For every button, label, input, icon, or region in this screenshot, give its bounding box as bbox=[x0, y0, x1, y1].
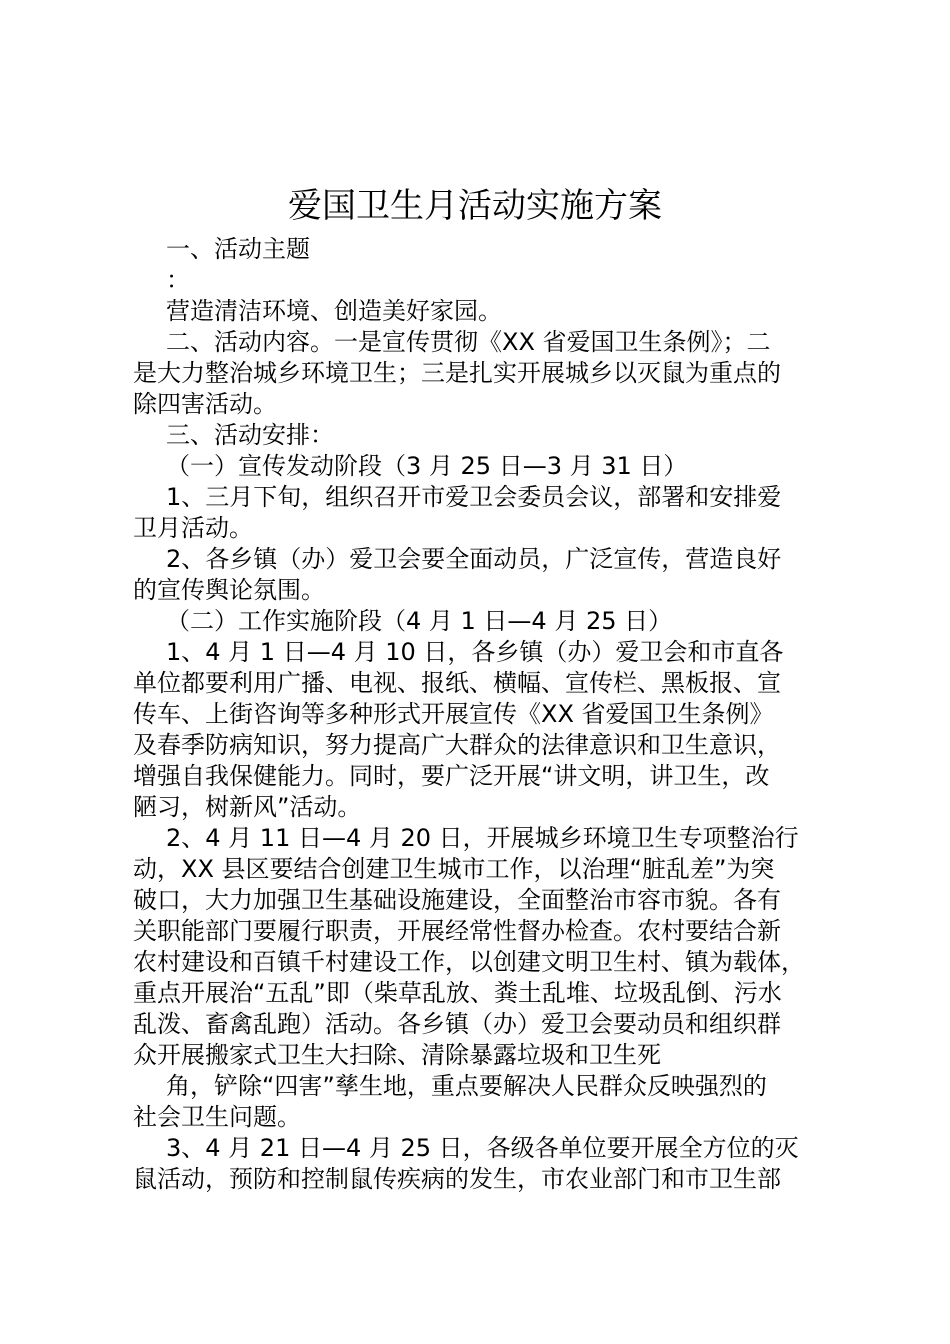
paragraph-line: 1、三月下旬，组织召开市爱卫会委员会议，部署和安排爱 bbox=[166, 483, 782, 511]
paragraph-line: 农村建设和百镇千村建设工作，以创建文明卫生村、镇为载体， bbox=[133, 948, 805, 976]
paragraph-line: 的宣传舆论氛围。 bbox=[133, 576, 325, 604]
subheading-publicity-stage: （一）宣传发动阶段（3 月 25 日—3 月 31 日） bbox=[166, 452, 688, 480]
paragraph-line: 重点开展治“五乱”即（柴草乱放、粪土乱堆、垃圾乱倒、污水 bbox=[133, 979, 782, 1007]
paragraph-line: 陋习，树新风”活动。 bbox=[133, 793, 362, 821]
paragraph-line: 除四害活动。 bbox=[133, 390, 277, 418]
paragraph-line: 传车、上街咨询等多种形式开展宣传《XX 省爱国卫生条例》 bbox=[133, 700, 774, 728]
document-title: 爱国卫生月活动实施方案 bbox=[288, 186, 662, 226]
paragraph-line: 营造清洁环境、创造美好家园。 bbox=[166, 297, 502, 325]
paragraph-line: 关职能部门要履行职责，开展经常性督办检查。农村要结合新 bbox=[133, 917, 781, 945]
paragraph-line: 社会卫生问题。 bbox=[133, 1103, 301, 1131]
subheading-implementation-stage: （二）工作实施阶段（4 月 1 日—4 月 25 日） bbox=[166, 607, 673, 635]
paragraph-line: 角，铲除“四害”孳生地，重点要解决人民群众反映强烈的 bbox=[166, 1072, 767, 1100]
paragraph-line: 及春季防病知识，努力提高广大群众的法律意识和卫生意识， bbox=[133, 731, 781, 759]
paragraph-line: 众开展搬家式卫生大扫除、清除暴露垃圾和卫生死 bbox=[133, 1041, 661, 1069]
paragraph-line: 卫月活动。 bbox=[133, 514, 253, 542]
heading-activity-theme: 一、活动主题 bbox=[166, 235, 310, 263]
paragraph-line: 是大力整治城乡环境卫生；三是扎实开展城乡以灭鼠为重点的 bbox=[133, 359, 781, 387]
paragraph-line: 单位都要利用广播、电视、报纸、横幅、宣传栏、黑板报、宣 bbox=[133, 669, 781, 697]
paragraph-line: 2、各乡镇（办）爱卫会要全面动员，广泛宣传，营造良好 bbox=[166, 545, 782, 573]
paragraph-line: ： bbox=[166, 266, 190, 294]
heading-activity-schedule: 三、活动安排： bbox=[166, 421, 334, 449]
paragraph-line: 增强自我保健能力。同时，要广泛开展“讲文明，讲卫生，改 bbox=[133, 762, 770, 790]
heading-activity-content: 二、活动内容。一是宣传贯彻《XX 省爱国卫生条例》；二 bbox=[166, 328, 771, 356]
paragraph-line: 2、4 月 11 日—4 月 20 日，开展城乡环境卫生专项整治行 bbox=[166, 824, 799, 852]
paragraph-line: 3、4 月 21 日—4 月 25 日，各级各单位要开展全方位的灭 bbox=[166, 1134, 799, 1162]
paragraph-line: 鼠活动，预防和控制鼠传疾病的发生，市农业部门和市卫生部 bbox=[133, 1165, 781, 1193]
paragraph-line: 破口，大力加强卫生基础设施建设，全面整治市容市貌。各有 bbox=[133, 886, 781, 914]
paragraph-line: 动，XX 县区要结合创建卫生城市工作，以治理“脏乱差”为突 bbox=[133, 855, 775, 883]
paragraph-line: 1、4 月 1 日—4 月 10 日，各乡镇（办）爱卫会和市直各 bbox=[166, 638, 784, 666]
paragraph-line: 乱泼、畜禽乱跑）活动。各乡镇（办）爱卫会要动员和组织群 bbox=[133, 1010, 781, 1038]
